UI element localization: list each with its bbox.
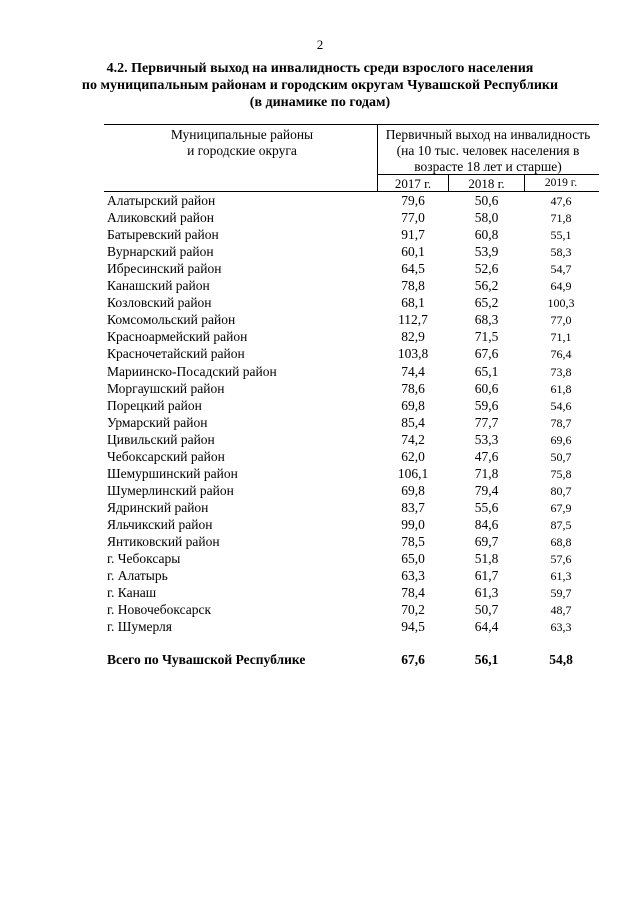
value-2017: 68,1 — [401, 295, 425, 311]
value-2017: 69,8 — [401, 482, 425, 498]
total-2019: 54,8 — [549, 652, 573, 667]
value-2017: 85,4 — [401, 414, 425, 430]
value-2017: 112,7 — [398, 312, 428, 328]
value-2018: 71,5 — [474, 329, 499, 345]
title-line-3: (в динамике по годам) — [249, 95, 391, 110]
year-2019-header: 2019 г. — [544, 177, 578, 189]
district-name: Козловский район — [107, 295, 212, 311]
table-row — [0, 227, 640, 244]
value-2017: 94,5 — [401, 619, 425, 635]
value-2017: 62,0 — [401, 448, 425, 464]
table-row — [0, 261, 640, 278]
value-2019: 76,4 — [550, 347, 572, 362]
value-2018: 60,8 — [474, 227, 499, 243]
value-2018: 58,0 — [474, 210, 499, 226]
district-name: Канашский район — [107, 278, 210, 294]
district-name: г. Алатырь — [107, 568, 168, 584]
value-2018: 64,4 — [474, 619, 499, 635]
total-2018: 56,1 — [474, 652, 499, 667]
value-2017: 70,2 — [401, 602, 425, 618]
value-2017: 78,6 — [401, 380, 425, 396]
value-2019: 58,3 — [550, 245, 572, 260]
district-name: Аликовский район — [107, 210, 214, 226]
value-2018: 67,6 — [474, 346, 499, 362]
table-title — [70, 60, 570, 111]
value-2017: 60,1 — [401, 244, 425, 260]
value-2017: 77,0 — [401, 210, 425, 226]
district-name: Ибресинский район — [107, 261, 222, 277]
district-name: Алатырский район — [107, 193, 216, 208]
value-2017: 82,9 — [401, 329, 425, 345]
district-name: г. Новочебоксарск — [107, 602, 212, 618]
value-2018: 77,7 — [474, 414, 499, 430]
header-municipal-line-1: Муниципальные районы — [170, 127, 314, 142]
value-2019: 63,3 — [550, 620, 572, 635]
value-2019: 73,8 — [550, 364, 572, 379]
value-2017: 103,8 — [397, 346, 429, 362]
table-row — [0, 619, 640, 636]
value-2018: 59,6 — [474, 397, 499, 413]
table-row — [0, 346, 640, 363]
value-2018: 61,7 — [474, 568, 499, 584]
district-name: Шемуршинский район — [107, 465, 238, 481]
value-2019: 78,7 — [550, 415, 572, 430]
district-name: Батыревский район — [107, 227, 219, 243]
table-row — [0, 466, 640, 483]
value-2018: 50,7 — [474, 602, 499, 618]
district-name: Моргаушский район — [107, 380, 225, 396]
value-2017: 74,2 — [401, 431, 425, 447]
year-2017-header: 2017 г. — [394, 176, 432, 191]
value-2017: 69,8 — [401, 397, 425, 413]
district-name: Порецкий район — [107, 397, 202, 413]
value-2019: 69,6 — [550, 432, 572, 447]
table-row — [0, 568, 640, 585]
table-row — [0, 585, 640, 602]
header-primary-line-2: (на 10 тыс. человек населения в — [396, 143, 580, 158]
table-top-rule — [104, 124, 599, 125]
district-name: Мариинско-Посадский район — [107, 363, 277, 379]
value-2018: 55,6 — [474, 499, 499, 515]
value-2019: 55,1 — [550, 228, 572, 243]
district-name: Цивильский район — [107, 431, 215, 447]
value-2019: 68,8 — [550, 535, 572, 549]
header-primary — [378, 127, 598, 175]
district-name: Шумерлинский район — [107, 482, 234, 498]
value-2018: 53,9 — [474, 244, 499, 260]
value-2019: 54,6 — [550, 398, 572, 413]
table-row — [0, 244, 640, 261]
district-name: г. Шумерля — [107, 619, 173, 635]
district-name: Яльчикский район — [107, 516, 213, 532]
table-row — [0, 329, 640, 346]
table-row — [0, 449, 640, 466]
value-2019: 47,6 — [550, 194, 572, 208]
value-2019: 57,6 — [550, 552, 572, 567]
table-row — [0, 278, 640, 295]
district-name: г. Канаш — [107, 585, 157, 601]
table-row — [0, 517, 640, 534]
title-line-1: 4.2. Первичный выход на инвалидность среди взрослого населения — [106, 61, 534, 76]
value-2017: 65,0 — [401, 551, 425, 567]
value-2018: 51,8 — [474, 551, 499, 567]
year-2018-header: 2018 г. — [468, 176, 505, 191]
header-municipal-line-2: и городские округа — [187, 143, 297, 158]
district-name: Вурнарский район — [107, 244, 214, 260]
table-row — [0, 534, 640, 551]
value-2019: 87,5 — [550, 517, 572, 532]
value-2019: 61,3 — [550, 569, 572, 584]
district-name: Чебоксарский район — [107, 448, 225, 464]
value-2019: 59,7 — [550, 586, 572, 601]
value-2018: 52,6 — [474, 261, 499, 277]
table-row — [0, 415, 640, 432]
value-2018: 61,3 — [474, 585, 499, 601]
value-2019: 67,9 — [550, 500, 572, 515]
value-2018: 60,6 — [474, 380, 499, 396]
value-2017: 74,4 — [401, 363, 425, 379]
value-2017: 64,5 — [401, 261, 425, 277]
table-row — [0, 500, 640, 517]
district-name: г. Чебоксары — [107, 551, 181, 567]
table-row — [0, 193, 640, 210]
title-line-2: по муниципальным районам и городским округам Чувашской Республики — [81, 78, 559, 93]
value-2018: 65,1 — [474, 363, 499, 379]
value-2018: 68,3 — [474, 312, 499, 328]
table-row — [0, 602, 640, 619]
table-row — [0, 312, 640, 329]
value-2019: 48,7 — [550, 603, 572, 618]
header-municipal — [108, 127, 376, 159]
table-row — [0, 483, 640, 500]
value-2017: 78,5 — [401, 534, 425, 549]
district-name: Комсомольский район — [107, 312, 236, 328]
value-2018: 50,6 — [474, 193, 499, 208]
value-2018: 65,2 — [474, 295, 499, 311]
table-row — [0, 364, 640, 381]
value-2017: 78,8 — [401, 278, 425, 294]
value-2017: 78,4 — [401, 585, 425, 601]
value-2019: 77,0 — [550, 313, 572, 328]
value-2019: 71,1 — [550, 330, 572, 345]
value-2018: 47,6 — [474, 448, 499, 464]
value-2019: 50,7 — [550, 449, 572, 464]
district-name: Урмарский район — [107, 414, 208, 430]
table-row — [0, 432, 640, 449]
table-row — [0, 381, 640, 398]
table-row — [0, 210, 640, 227]
header-primary-line-3: возрасте 18 лет и старше) — [414, 159, 562, 174]
district-name: Ядринский район — [107, 499, 209, 515]
total-2017: 67,6 — [401, 652, 425, 667]
value-2017: 106,1 — [397, 465, 429, 481]
table-row — [0, 398, 640, 415]
table-row — [0, 295, 640, 312]
value-2017: 83,7 — [401, 499, 425, 515]
value-2018: 71,8 — [474, 465, 499, 481]
table-row — [0, 551, 640, 568]
page-number: 2 — [316, 37, 324, 52]
value-2018: 79,4 — [474, 482, 499, 498]
district-name: Красночетайский район — [107, 346, 245, 362]
header-primary-line-1: Первичный выход на инвалидность — [385, 127, 591, 142]
value-2019: 100,3 — [547, 296, 575, 311]
value-2019: 64,9 — [550, 279, 572, 294]
value-2019: 61,8 — [550, 381, 572, 396]
value-2018: 56,2 — [474, 278, 499, 294]
value-2019: 71,8 — [550, 211, 572, 226]
value-2019: 54,7 — [550, 262, 572, 277]
value-2017: 79,6 — [401, 193, 425, 208]
value-2017: 63,3 — [401, 568, 425, 584]
value-2018: 69,7 — [474, 534, 499, 549]
value-2017: 91,7 — [401, 227, 425, 243]
header-bottom-rule — [104, 191, 599, 192]
district-name: Янтиковский район — [107, 534, 220, 549]
total-row — [0, 652, 640, 669]
district-name: Красноармейский район — [107, 329, 248, 345]
value-2019: 80,7 — [550, 483, 572, 498]
value-2018: 53,3 — [474, 431, 499, 447]
value-2017: 99,0 — [401, 516, 425, 532]
value-2018: 84,6 — [474, 516, 499, 532]
value-2019: 75,8 — [550, 466, 572, 481]
total-label: Всего по Чувашской Республике — [107, 652, 306, 667]
